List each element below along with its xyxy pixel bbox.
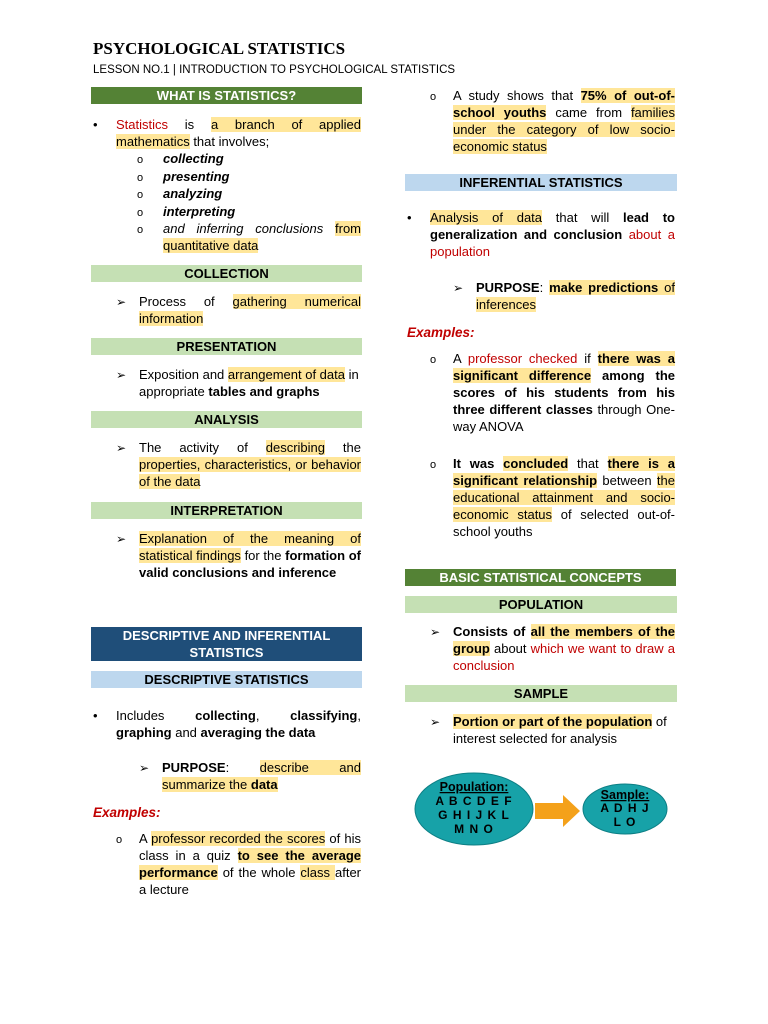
statistics-activities-list xyxy=(139,150,361,220)
interpretation-heading: INTERPRETATION xyxy=(91,502,362,519)
list-item: o collecting xyxy=(139,150,361,168)
arrow-bullet-icon xyxy=(116,530,126,548)
analysis-text: The activity of describing the properties, characteristics, or behavior of the data xyxy=(139,440,361,489)
arrow-bullet-icon xyxy=(453,279,463,297)
sample-text: Portion or part of the population of interest selected for analysis xyxy=(453,714,667,746)
descriptive-inferential-heading: DESCRIPTIVE AND INFERENTIAL STATISTICS xyxy=(91,627,362,661)
population-heading: POPULATION xyxy=(405,596,677,613)
descriptive-purpose: PURPOSE: describe and summarize the data xyxy=(162,760,361,792)
arrow-bullet-icon xyxy=(116,439,126,457)
examples-label: Examples: xyxy=(407,325,475,340)
list-item: o interpreting xyxy=(139,203,361,221)
arrow-icon xyxy=(535,795,580,827)
descriptive-example: A professor recorded the scores of his class in a quiz to see the average performance of the whole class after a lecture xyxy=(139,831,362,897)
presentation-text: Exposition and arrangement of data in appropriate tables and graphs xyxy=(139,367,359,399)
arrow-bullet-icon xyxy=(430,623,440,641)
inferential-text: Analysis of data that will lead to generalization and conclusion about a population xyxy=(430,210,676,259)
population-label: Population: xyxy=(439,780,509,794)
statistics-definition: Statistics is a branch of applied mathematics that involves; xyxy=(116,117,361,149)
circle-bullet-icon xyxy=(430,87,436,106)
population-members-1: A B C D E F xyxy=(435,794,513,808)
inferential-purpose: PURPOSE: make predictions of inferences xyxy=(476,280,675,312)
sample-label: Sample: xyxy=(600,788,650,802)
inferential-example-2: It was concluded that there is a significant relationship between the educational attainment and socio-economic status of selected out-of-school youths xyxy=(453,456,675,539)
population-text: Consists of all the members of the group about which we want to draw a conclusion xyxy=(453,624,675,673)
sample-members-1: A D H J xyxy=(600,801,650,815)
bullet-icon xyxy=(407,209,412,226)
what-is-statistics-heading: WHAT IS STATISTICS? xyxy=(91,87,362,104)
arrow-bullet-icon xyxy=(139,759,149,777)
list-item: o analyzing xyxy=(139,185,361,203)
descriptive-includes: Includes collecting, classifying, graphing and averaging the data xyxy=(116,708,361,740)
examples-label: Examples: xyxy=(93,805,161,820)
list-item: o presenting xyxy=(139,168,361,186)
arrow-bullet-icon xyxy=(430,713,440,731)
population-sample-diagram xyxy=(405,765,680,855)
basic-concepts-heading: BASIC STATISTICAL CONCEPTS xyxy=(405,569,676,586)
collection-heading: COLLECTION xyxy=(91,265,362,282)
presentation-heading: PRESENTATION xyxy=(91,338,362,355)
descriptive-statistics-heading: DESCRIPTIVE STATISTICS xyxy=(91,671,362,688)
bullet-icon xyxy=(93,116,98,133)
lesson-subtitle: LESSON NO.1 | INTRODUCTION TO PSYCHOLOGICAL STATISTICS xyxy=(93,64,456,76)
inferential-statistics-heading: INFERENTIAL STATISTICS xyxy=(405,174,677,191)
list-item: and inferring conclusions from quantitative data xyxy=(163,221,361,253)
page-title: PSYCHOLOGICAL STATISTICS xyxy=(93,39,346,58)
inferential-example-1: A professor checked if there was a significant difference among the scores of his students from his three different classes through One-way ANOVA xyxy=(453,351,676,434)
arrow-bullet-icon xyxy=(116,293,126,311)
circle-bullet-icon xyxy=(430,350,436,369)
circle-bullet-icon xyxy=(430,455,436,474)
sample-members-2: L O xyxy=(613,815,637,829)
study-example: A study shows that 75% of out-of-school youths came from families under the category of low socio-economic status xyxy=(453,88,676,154)
arrow-bullet-icon xyxy=(116,366,126,384)
interpretation-text: Explanation of the meaning of statistical findings for the formation of valid conclusions and inference xyxy=(139,531,361,580)
population-members-3: M N O xyxy=(454,822,494,836)
bullet-icon xyxy=(93,707,98,724)
analysis-heading: ANALYSIS xyxy=(91,411,362,428)
collection-text: Process of gathering numerical information xyxy=(139,294,361,326)
population-members-2: G H I J K L xyxy=(438,808,510,822)
circle-bullet-icon xyxy=(116,830,122,849)
sample-heading: SAMPLE xyxy=(405,685,677,702)
circle-bullet-icon xyxy=(137,220,143,239)
